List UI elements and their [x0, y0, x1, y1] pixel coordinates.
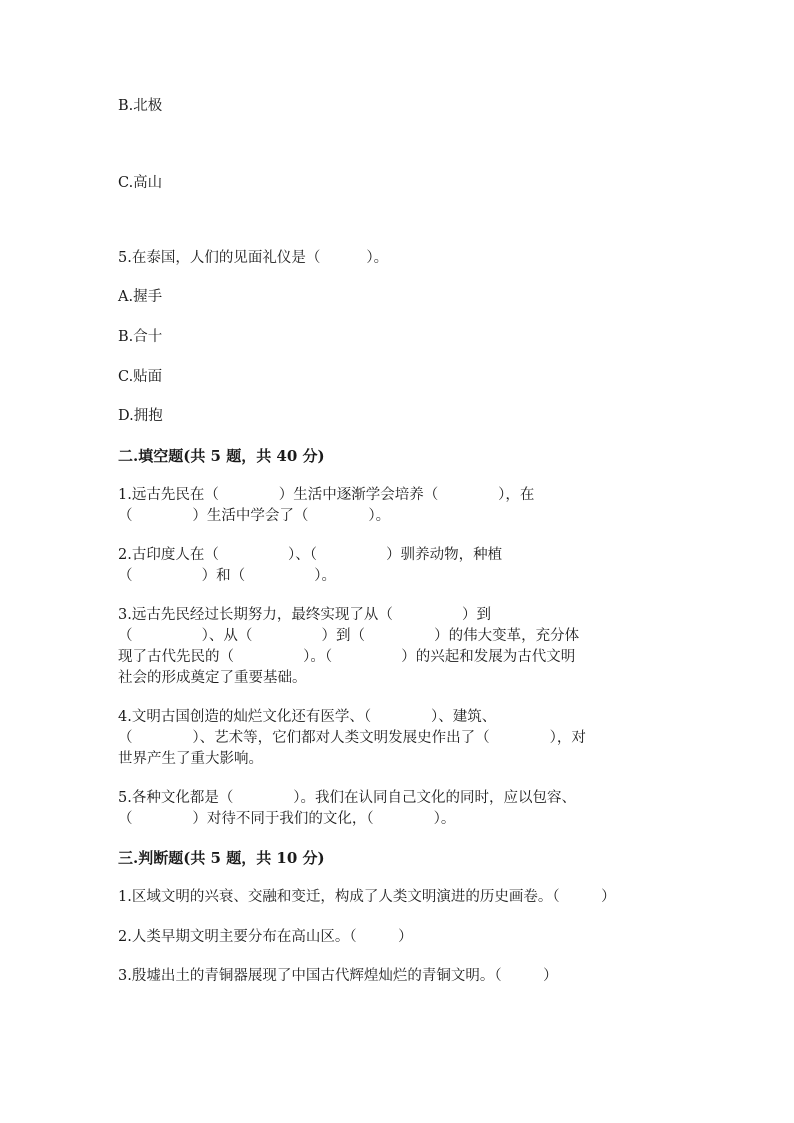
- q4-option-b: B.北极: [118, 98, 163, 114]
- q5-option-d: D.拥抱: [118, 408, 163, 424]
- section2-title: 二.填空题(共 5 题，共 40 分): [118, 447, 325, 465]
- q5-option-a: A.握手: [118, 289, 163, 305]
- s2-q1-line2: （ ）生活中学会了（ ）。: [118, 508, 391, 524]
- s2-q4-line3: 世界产生了重大影响。: [118, 751, 263, 767]
- s2-q3-line2: （ ）、从（ ）到（ ）的伟大变革，充分体: [118, 628, 580, 644]
- s2-q4-line2: （ ）、艺术等，它们都对人类文明发展史作出了（ ），对: [118, 730, 586, 746]
- s2-q3-line3: 现了古代先民的（ ）。（ ）的兴起和发展为古代文明: [118, 649, 576, 665]
- q5-option-b: B.合十: [118, 329, 163, 345]
- q5-stem: 5.在泰国，人们的见面礼仪是（ ）。: [118, 250, 389, 266]
- s2-q2-line2: （ ）和（ ）。: [118, 568, 337, 584]
- s2-q5-line1: 5.各种文化都是（ ）。我们在认同自己文化的同时，应以包容、: [118, 790, 577, 806]
- s2-q3-line1: 3.远古先民经过长期努力，最终实现了从（ ）到: [118, 607, 491, 623]
- section3-title: 三.判断题(共 5 题，共 10 分): [118, 849, 325, 867]
- s3-q2: 2.人类早期文明主要分布在高山区。（ ）: [118, 929, 413, 945]
- s2-q1-line1: 1.远古先民在（ ）生活中逐渐学会培养（ ），在: [118, 487, 535, 503]
- q4-option-c: C.高山: [118, 175, 163, 191]
- s2-q3-line4: 社会的形成奠定了重要基础。: [118, 670, 307, 686]
- s3-q1: 1.区域文明的兴衰、交融和变迁，构成了人类文明演进的历史画卷。（ ）: [118, 889, 616, 905]
- s2-q5-line2: （ ）对待不同于我们的文化，（ ）。: [118, 811, 456, 827]
- q5-option-c: C.贴面: [118, 369, 163, 385]
- s3-q3: 3.殷墟出土的青铜器展现了中国古代辉煌灿烂的青铜文明。（ ）: [118, 968, 558, 984]
- s2-q2-line1: 2.古印度人在（ ）、（ ）驯养动物，种植: [118, 547, 503, 563]
- s2-q4-line1: 4.文明古国创造的灿烂文化还有医学、（ ）、建筑、: [118, 709, 497, 725]
